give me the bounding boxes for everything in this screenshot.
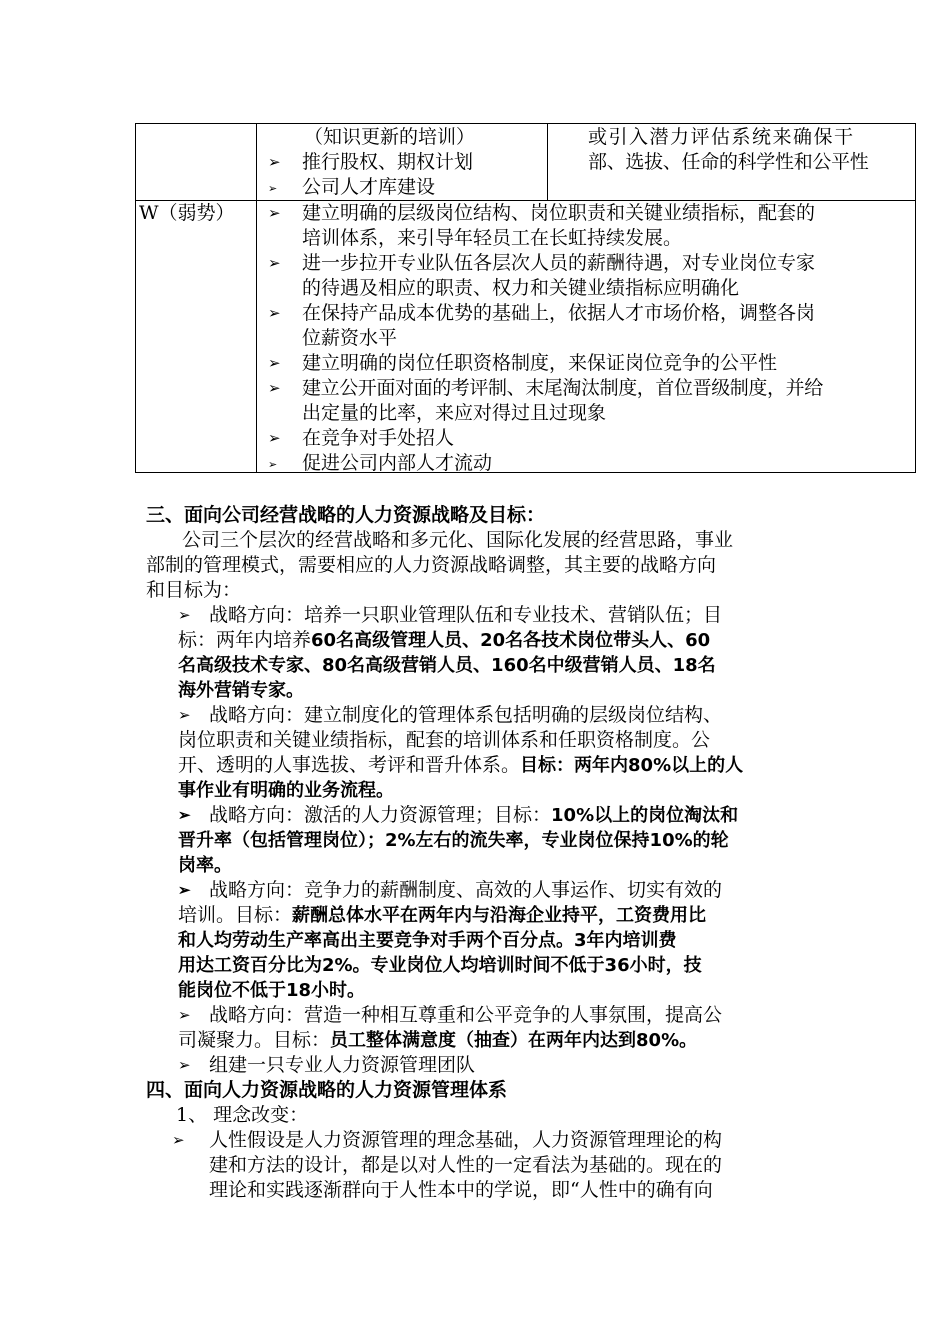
table-row1-right-line2: 部、选拔、任命的科学性和公平性 (588, 151, 869, 173)
table-row2-line11: 促进公司内部人才流动 (302, 452, 493, 474)
bullet-arrow-icon: ➢ (178, 606, 191, 624)
bullet-arrow-icon: ➢ (178, 806, 191, 824)
bullet-arrow-icon: ➢ (268, 458, 278, 471)
table-row2-line9: 出定量的比率，来应对得过且过现象 (302, 402, 607, 424)
table-row2-line3: 进一步拉开专业队伍各层次人员的薪酬待遇，对专业岗位专家 (302, 252, 816, 274)
strategy2-line3-bold: 目标：两年内80%以上的人 (520, 755, 744, 776)
strategy1-line2-normal: 标：两年内培养 (178, 629, 312, 651)
strategy1-line4: 海外营销专家。 (178, 680, 304, 701)
section4-p1-line2: 建和方法的设计，都是以对人性的一定看法为基础的。现在的 (209, 1154, 723, 1176)
bullet-arrow-icon: ➢ (178, 881, 191, 899)
table-row2-label: W（弱势） (139, 202, 235, 224)
table-row1-mid-line2: 推行股权、期权计划 (302, 151, 474, 173)
bullet-arrow-icon: ➢ (178, 1056, 191, 1074)
strategy4-line2-normal: 培训。目标： (178, 904, 293, 926)
bullet-arrow-icon: ➢ (268, 182, 278, 195)
table-row1-right-line1: 或引入潜力评估系统来确保干 (588, 126, 855, 148)
table-row1-mid-line3: 公司人才库建设 (302, 176, 436, 198)
bullet-arrow-icon: ➢ (268, 379, 281, 397)
strategy5-line2 (178, 1028, 697, 1053)
table-row1-mid-line1: （知识更新的培训） (304, 126, 476, 148)
bullet-arrow-icon: ➢ (172, 1131, 185, 1149)
bullet-arrow-icon: ➢ (268, 153, 281, 171)
section3-intro-line3: 和目标为： (146, 579, 242, 601)
strategy3-line3: 岗率。 (178, 855, 232, 876)
table-row2-line10: 在竞争对手处招人 (302, 427, 455, 449)
table-row2-line6: 位薪资水平 (302, 327, 398, 349)
strategy3-line2: 晋升率（包括管理岗位）；2%左右的流失率，专业岗位保持10%的轮 (178, 830, 729, 851)
bullet-arrow-icon: ➢ (268, 429, 281, 447)
strategy5-line1: 战略方向：营造一种相互尊重和公平竞争的人事氛围，提高公 (209, 1004, 723, 1026)
strategy4-line5: 能岗位不低于18小时。 (178, 980, 366, 1001)
strategy1-line3: 名高级技术专家、80名高级营销人员、160名中级营销人员、18名 (178, 655, 716, 676)
table-divider-col2 (547, 124, 548, 200)
section4-p1-line1: 人性假设是人力资源管理的理念基础，人力资源管理理论的构 (209, 1129, 723, 1151)
strategy2-line4: 事作业有明确的业务流程。 (178, 780, 394, 801)
bullet-arrow-icon: ➢ (178, 706, 191, 724)
bullet-arrow-icon: ➢ (268, 354, 281, 372)
bullet-arrow-icon: ➢ (268, 204, 281, 222)
bullet-arrow-icon: ➢ (178, 1006, 191, 1024)
strategy2-line3 (178, 753, 743, 778)
section3-intro-line1: 公司三个层次的经营战略和多元化、国际化发展的经营思路，事业 (182, 529, 734, 551)
strategy2-line2: 岗位职责和关键业绩指标，配套的培训体系和任职资格制度。公 (178, 729, 711, 751)
section4-heading: 四、面向人力资源战略的人力资源管理体系 (146, 1079, 508, 1101)
section4-p1-line3: 理论和实践逐渐群向于人性本中的学说，即“人性中的确有向 (209, 1179, 713, 1201)
table-divider-col1 (256, 124, 257, 472)
strategy3-line1-bold: 10%以上的岗位淘汰和 (551, 805, 739, 826)
table-row2-line5: 在保持产品成本优势的基础上，依据人才市场价格，调整各岗 (302, 302, 816, 324)
table-row2-line1: 建立明确的层级岗位结构、岗位职责和关键业绩指标，配套的 (302, 202, 816, 224)
table-row2-line8: 建立公开面对面的考评制、末尾淘汰制度，首位晋级制度，并给 (302, 377, 823, 399)
strategy5-line2-bold: 员工整体满意度（抽查）在两年内达到80%。 (330, 1030, 698, 1051)
bullet-arrow-icon: ➢ (268, 304, 281, 322)
section4-sub1: 1、 理念改变： (176, 1104, 309, 1126)
strategy1-line2-bold: 60名高级管理人员、20名各技术岗位带头人、60 (311, 630, 711, 651)
strategy4-line3: 和人均劳动生产率高出主要竞争对手两个百分点。3年内培训费 (178, 930, 677, 951)
section3-intro-line2: 部制的管理模式，需要相应的人力资源战略调整，其主要的战略方向 (146, 554, 717, 576)
strategy4-line2-bold: 薪酬总体水平在两年内与沿海企业持平，工资费用比 (292, 905, 707, 926)
table-row2-line4: 的待遇及相应的职责、权力和关键业绩指标应明确化 (302, 277, 740, 299)
strategy6-line1: 组建一只专业人力资源管理团队 (209, 1054, 476, 1076)
strategy4-line2 (178, 903, 706, 928)
strategy3-line1 (209, 803, 738, 828)
section3-heading: 三、面向公司经营战略的人力资源战略及目标： (146, 504, 546, 526)
strategy1-line2a (178, 628, 710, 653)
table-row2-line7: 建立明确的岗位任职资格制度，来保证岗位竞争的公平性 (302, 352, 778, 374)
strategy5-line2-normal: 司凝聚力。目标： (178, 1029, 331, 1051)
table-row2-line2: 培训体系，来引导年轻员工在长虹持续发展。 (302, 227, 683, 249)
strategy4-line1: 战略方向：竞争力的薪酬制度、高效的人事运作、切实有效的 (209, 879, 723, 901)
strategy2-line1: 战略方向：建立制度化的管理体系包括明确的层级岗位结构、 (209, 704, 723, 726)
bullet-arrow-icon: ➢ (268, 254, 281, 272)
strategy2-line3-normal: 开、透明的人事选拔、考评和晋升体系。 (178, 754, 521, 776)
strategy1-line1: 战略方向：培养一只职业管理队伍和专业技术、营销队伍；目 (209, 604, 723, 626)
strategy3-line1-normal: 战略方向：激活的人力资源管理；目标： (209, 804, 552, 826)
strategy4-line4: 用达工资百分比为2%。专业岗位人均培训时间不低于36小时，技 (178, 955, 702, 976)
